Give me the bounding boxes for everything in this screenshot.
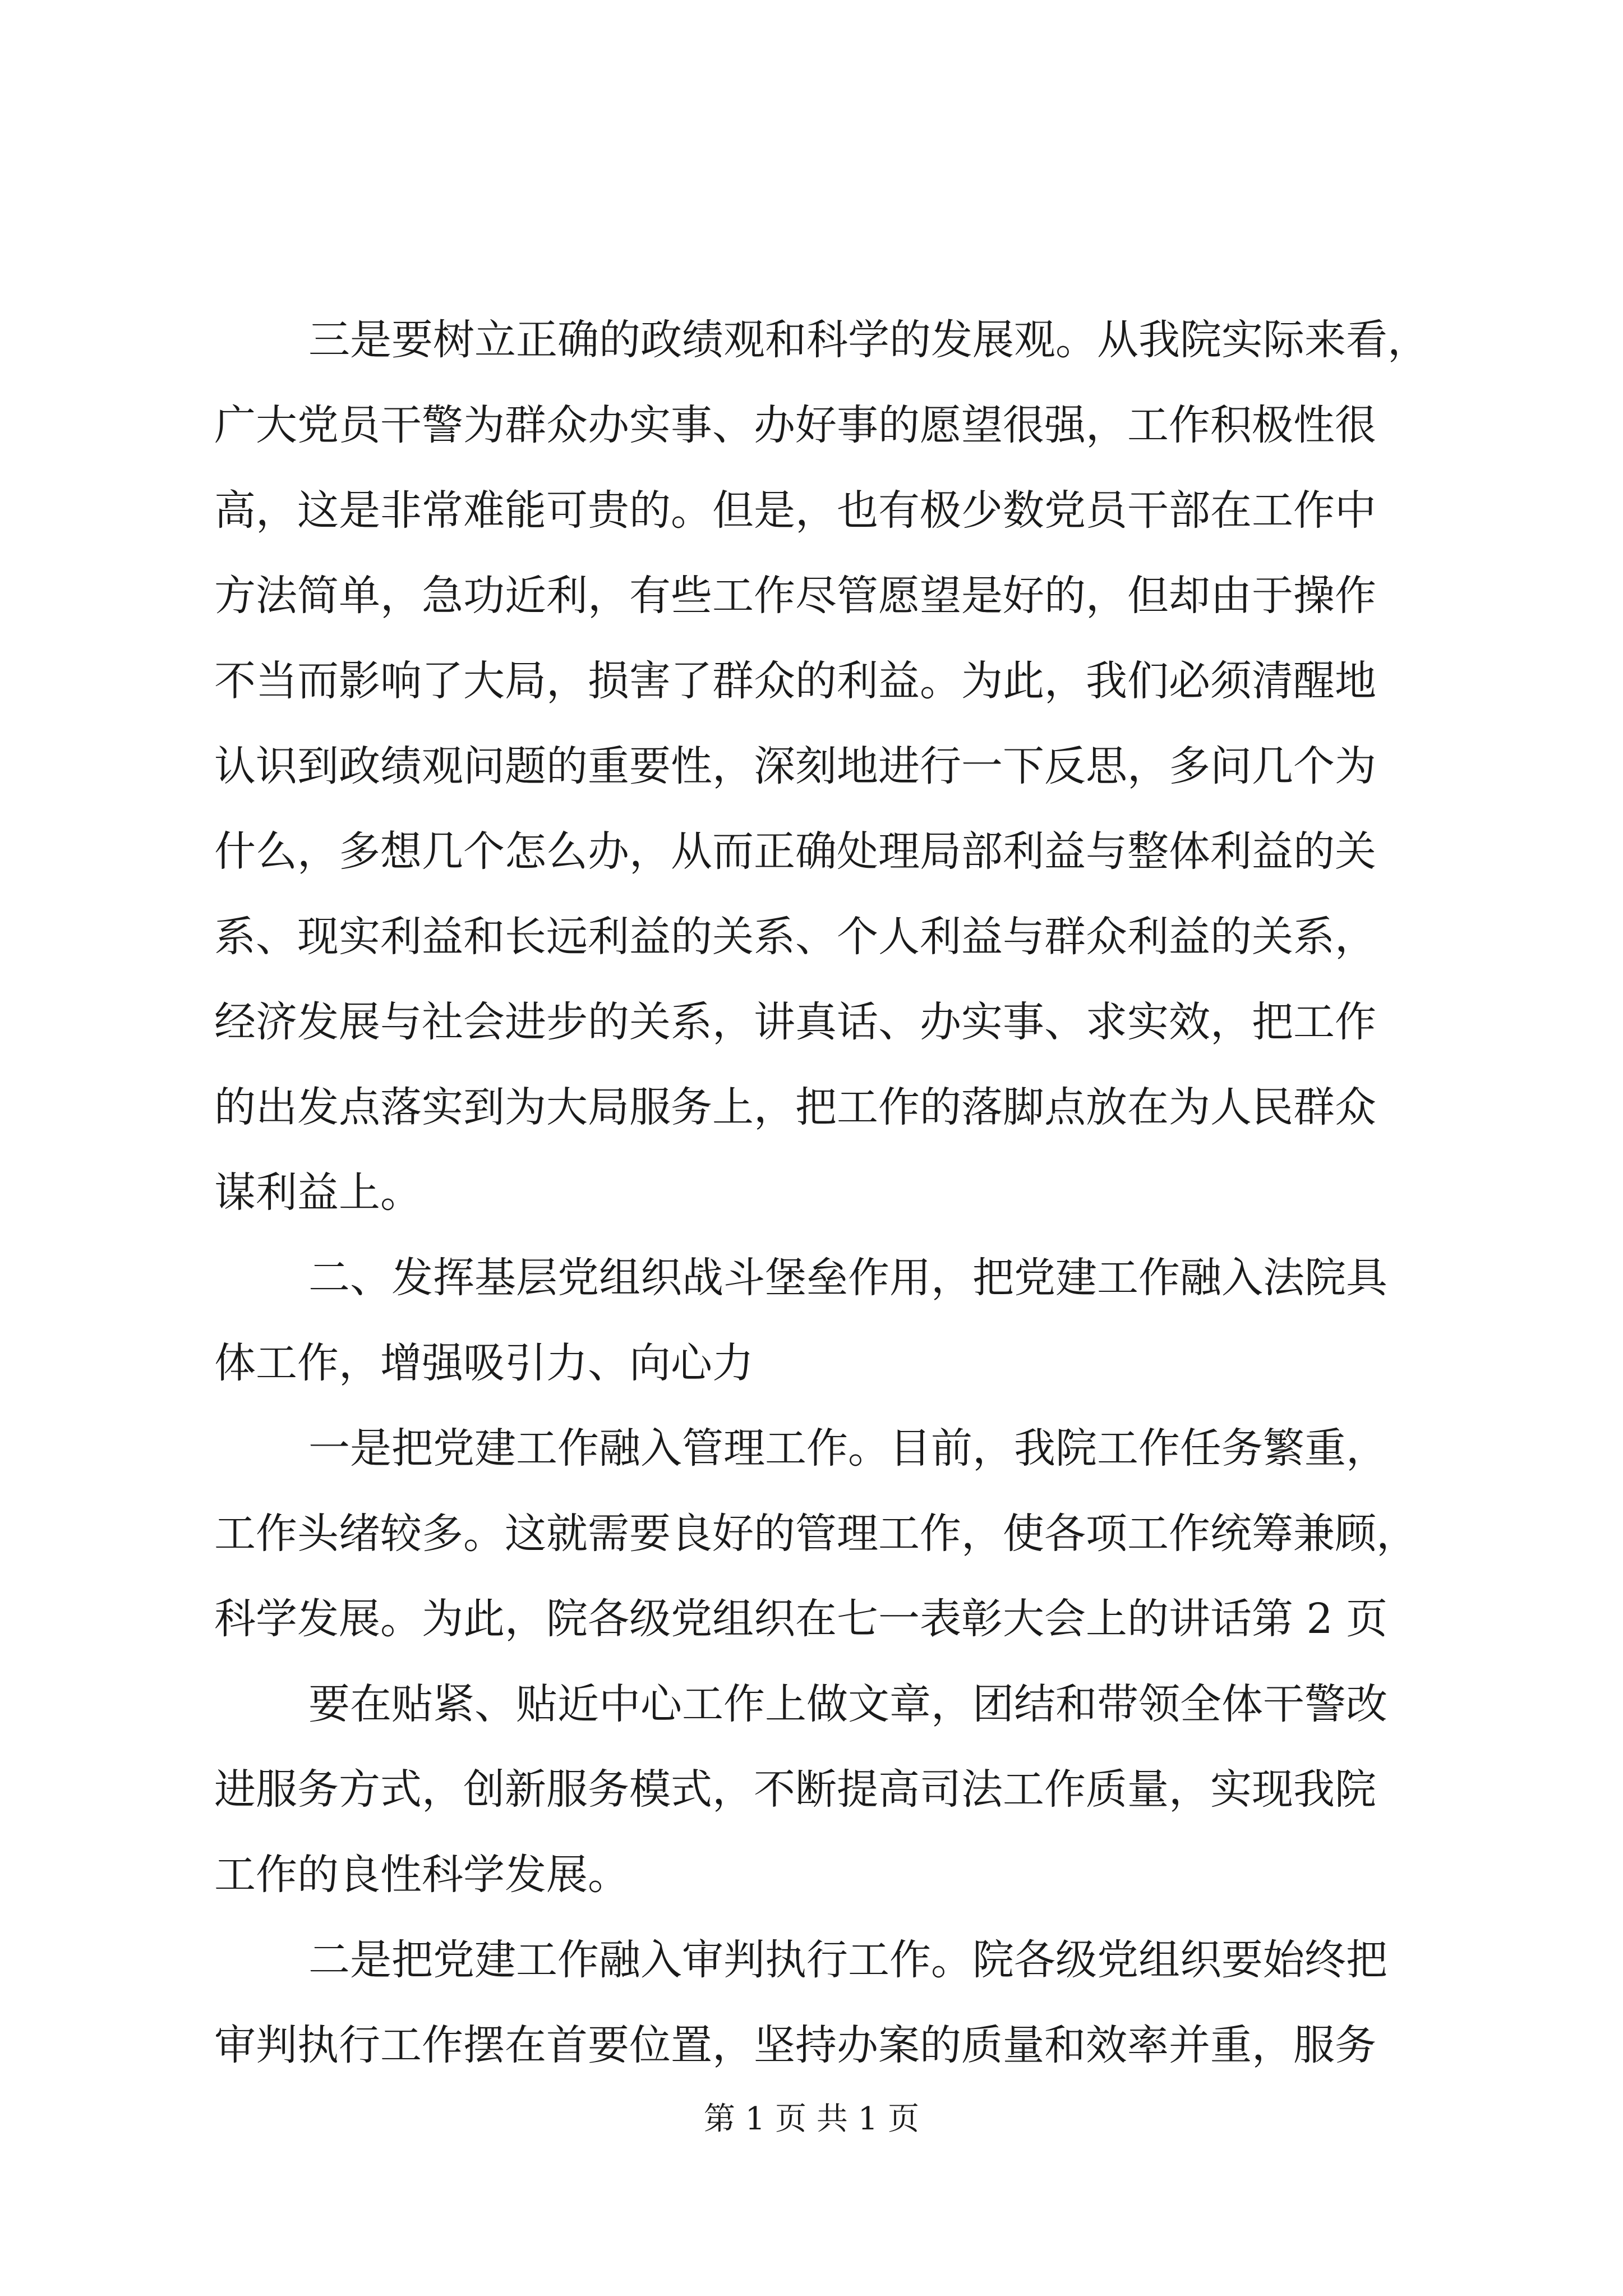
- document-body: [214, 297, 1429, 2088]
- paragraph-line: 经济发展与社会进步的关系，讲真话、办实事、求实效，把工作: [214, 998, 1376, 1046]
- paragraph-line: 认识到政绩观问题的重要性，深刻地进行一下反思，多问几个为: [214, 742, 1376, 790]
- paragraph-line: 广大党员干警为群众办实事、办好事的愿望很强，工作积极性很: [214, 401, 1376, 449]
- paragraph-line: 科学发展。为此，院各级党组织在七一表彰大会上的讲话第 2 页: [214, 1595, 1388, 1643]
- paragraph-line: 不当而影响了大局，损害了群众的利益。为此，我们必须清醒地: [214, 657, 1376, 705]
- paragraph-line: 系、现实利益和长远利益的关系、个人利益与群众利益的关系，: [214, 913, 1376, 961]
- paragraph-line: 一是把党建工作融入管理工作。目前，我院工作任务繁重，: [308, 1424, 1387, 1473]
- page-footer: 第 1 页 共 1 页: [703, 2101, 920, 2137]
- paragraph-line: 方法简单，急功近利，有些工作尽管愿望是好的，但却由于操作: [214, 572, 1376, 620]
- paragraph-line: 三是要树立正确的政绩观和科学的发展观。从我院实际来看，: [308, 316, 1429, 364]
- paragraph-line: 什么，多想几个怎么办，从而正确处理局部利益与整体利益的关: [214, 827, 1376, 876]
- paragraph-line: 审判执行工作摆在首要位置，坚持办案的质量和效率并重，服务: [214, 2021, 1376, 2069]
- paragraph-line: 谋利益上。: [214, 1168, 422, 1217]
- paragraph-line: 工作的良性科学发展。: [214, 1851, 629, 1899]
- section-heading-line: 二、发挥基层党组织战斗堡垒作用，把党建工作融入法院具: [308, 1254, 1387, 1302]
- paragraph-line: 进服务方式，创新服务模式，不断提高司法工作质量，实现我院: [214, 1765, 1376, 1814]
- paragraph-line: 二是把党建工作融入审判执行工作。院各级党组织要始终把: [308, 1936, 1387, 1984]
- paragraph-line: 工作头绪较多。这就需要良好的管理工作，使各项工作统筹兼顾，: [214, 1510, 1418, 1558]
- paragraph-line: 高，这是非常难能可贵的。但是，也有极少数党员干部在工作中: [214, 486, 1376, 535]
- section-heading-line: 体工作，增强吸引力、向心力: [214, 1339, 754, 1387]
- paragraph-line: 要在贴紧、贴近中心工作上做文章，团结和带领全体干警改: [308, 1680, 1387, 1728]
- paragraph-line: 的出发点落实到为大局服务上，把工作的落脚点放在为人民群众: [214, 1083, 1376, 1131]
